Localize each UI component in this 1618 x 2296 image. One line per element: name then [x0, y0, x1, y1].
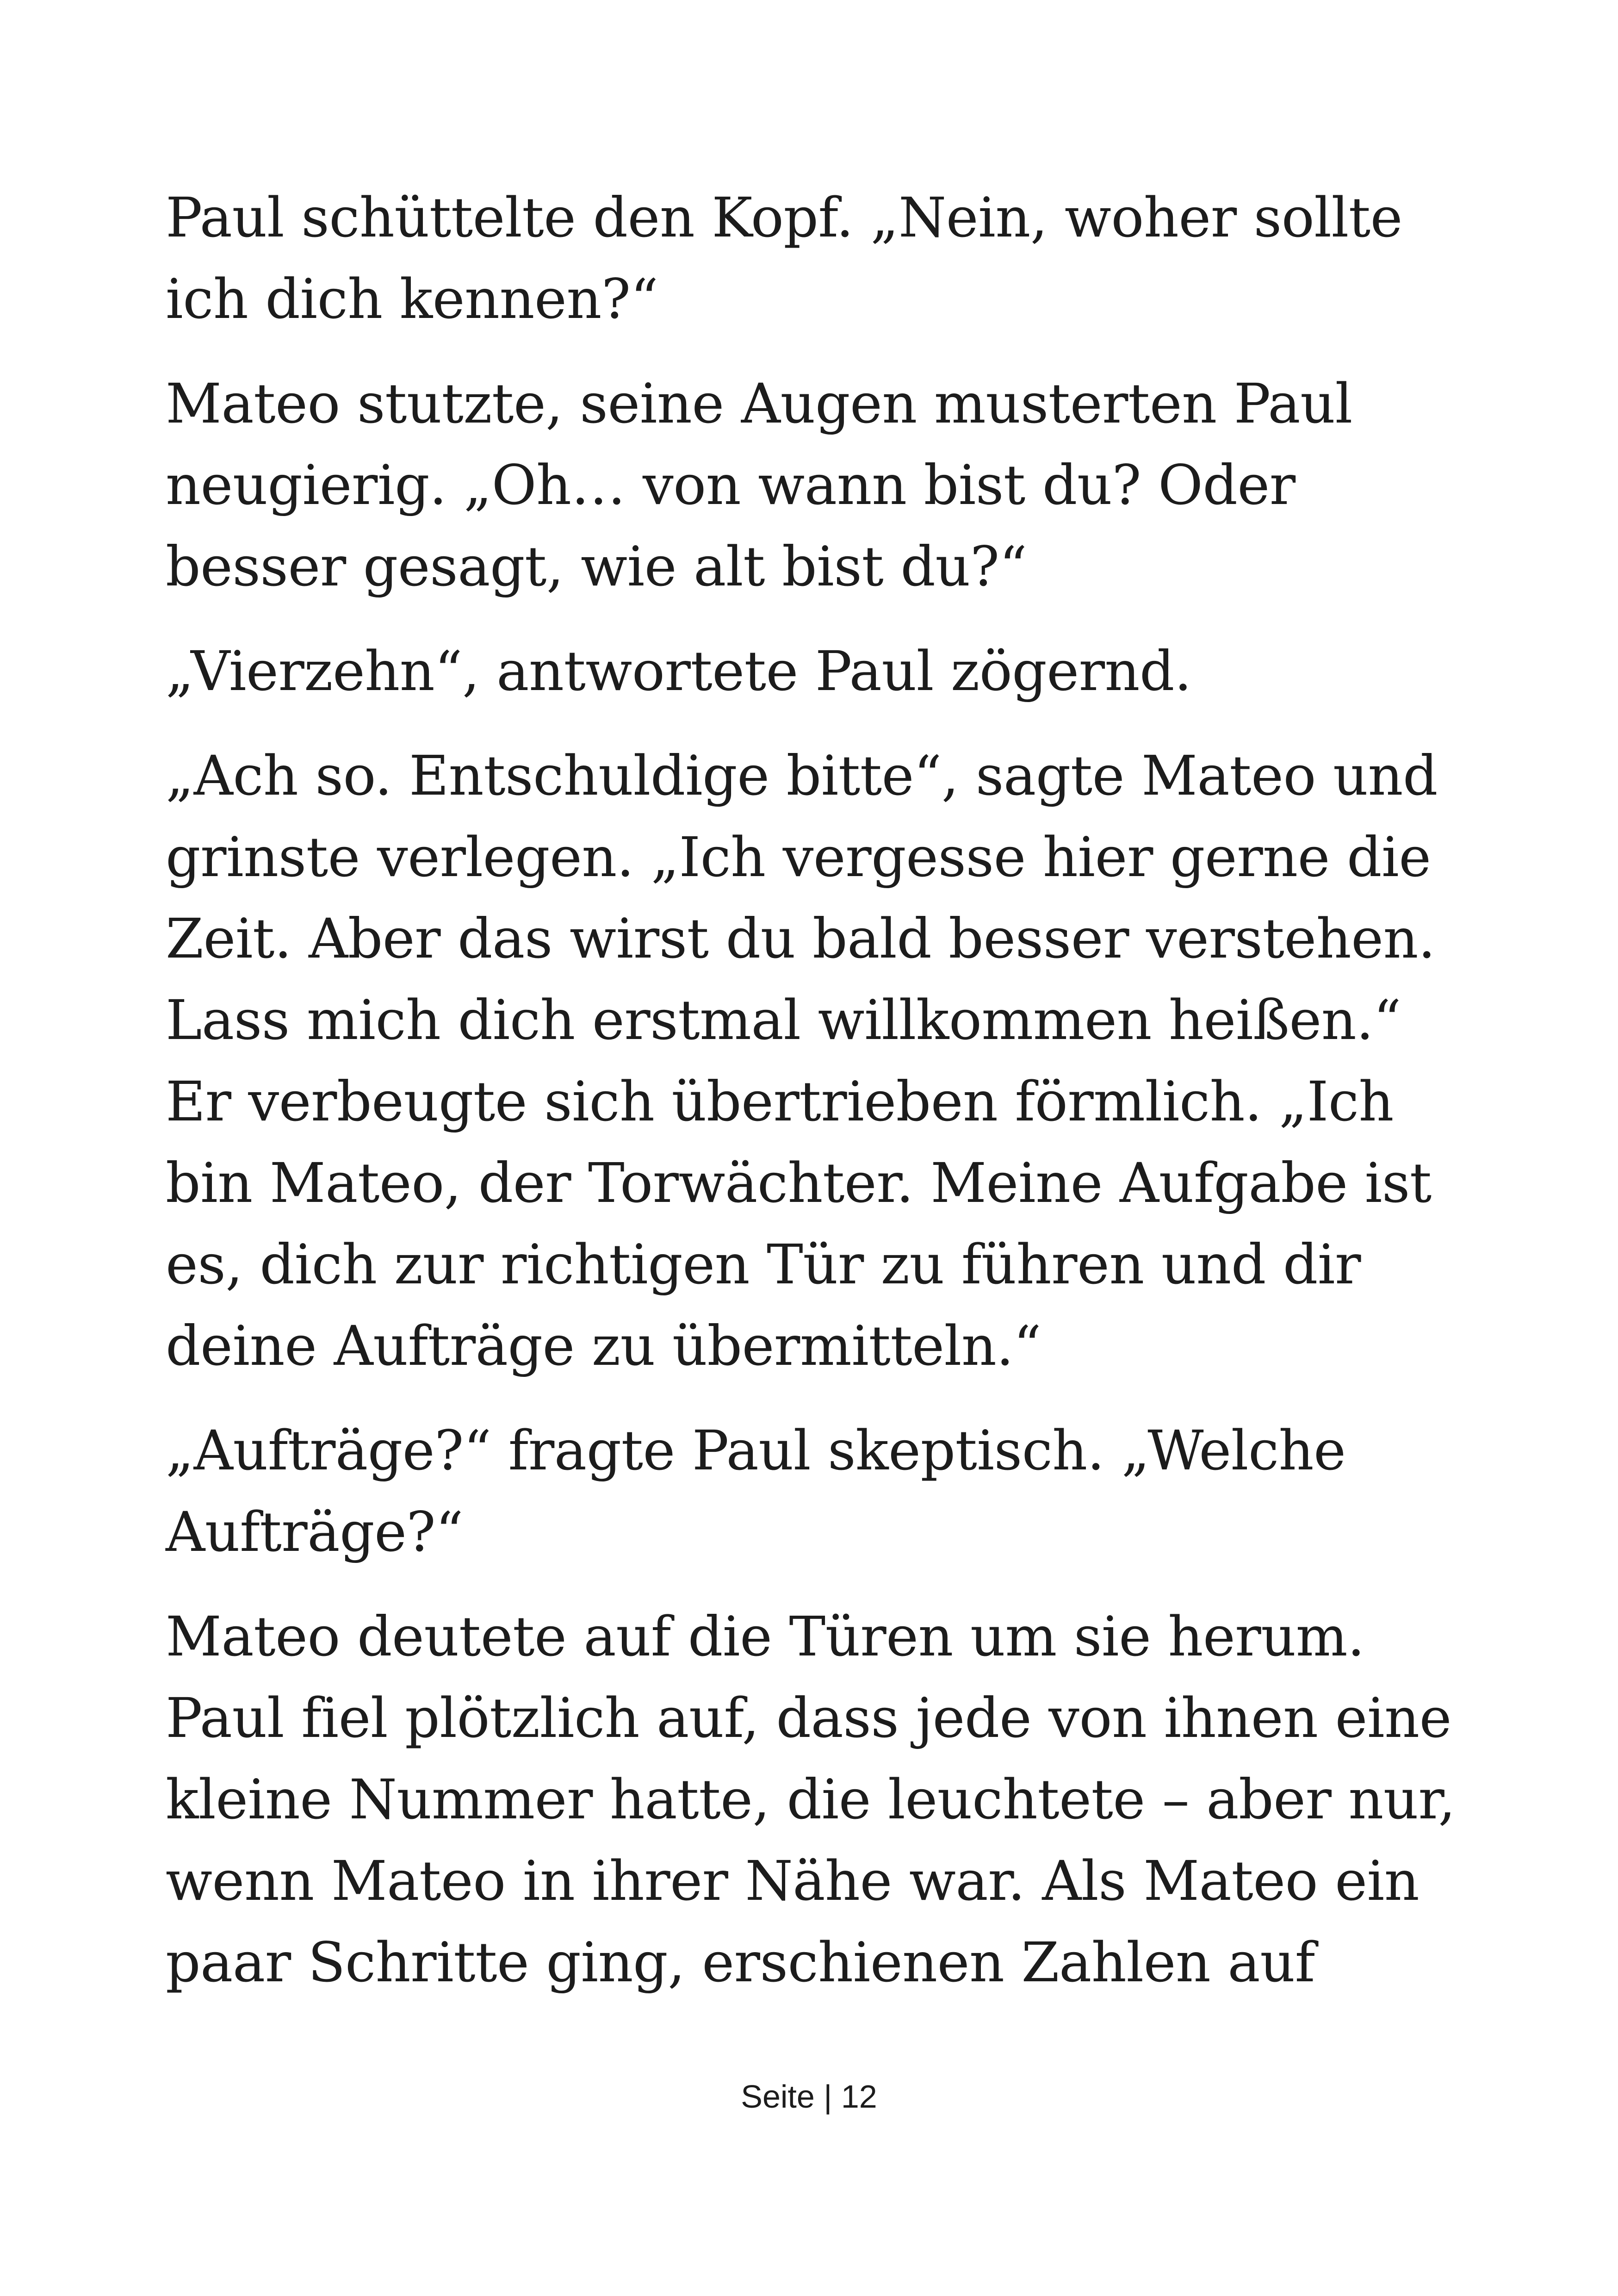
text-line: Mateo stutzte, seine Augen musterten Paul: [166, 372, 1352, 436]
text-line: Paul fiel plötzlich auf, dass jede von ihnen eine: [166, 1686, 1451, 1750]
text-line: besser gesagt, wie alt bist du?“: [166, 535, 1027, 598]
paragraph: [166, 363, 1470, 607]
text-line: kleine Nummer hatte, die leuchtete – aber nur,: [166, 1767, 1456, 1831]
paragraph: [166, 177, 1470, 340]
text-line: neugierig. „Oh… von wann bist du? Oder: [166, 453, 1296, 517]
text-line: wenn Mateo in ihrer Nähe war. Als Mateo ein: [166, 1849, 1420, 1913]
text-line: deine Aufträge zu übermitteln.“: [166, 1314, 1041, 1378]
paragraph: [166, 735, 1470, 1387]
text-line: „Ach so. Entschuldige bitte“, sagte Mateo und: [166, 744, 1438, 808]
text-line: Paul schüttelte den Kopf. „Nein, woher sollte: [166, 186, 1403, 249]
paragraph: [166, 1596, 1470, 2003]
text-line: Lass mich dich erstmal willkommen heißen.“: [166, 988, 1401, 1052]
paragraph: [166, 1410, 1470, 1573]
paragraph: [166, 630, 1470, 712]
text-line: Zeit. Aber das wirst du bald besser verstehen.: [166, 907, 1436, 971]
text-line: grinste verlegen. „Ich vergesse hier gerne die: [166, 825, 1431, 889]
text-line: „Aufträge?“ fragte Paul skeptisch. „Welche: [166, 1419, 1346, 1482]
text-line: paar Schritte ging, erschienen Zahlen auf: [166, 1930, 1315, 1994]
text-line: es, dich zur richtigen Tür zu führen und dir: [166, 1232, 1361, 1296]
text-line: ich dich kennen?“: [166, 267, 658, 331]
page-body: [166, 177, 1470, 2026]
text-line: bin Mateo, der Torwächter. Meine Aufgabe ist: [166, 1151, 1432, 1215]
page-number-footer: Seite | 12: [741, 2078, 877, 2115]
text-line: Er verbeugte sich übertrieben förmlich. „Ich: [166, 1070, 1394, 1133]
text-line: Mateo deutete auf die Türen um sie herum.: [166, 1605, 1365, 1668]
text-line: Aufträge?“: [166, 1500, 464, 1564]
text-line: „Vierzehn“, antwortete Paul zögernd.: [166, 639, 1192, 703]
